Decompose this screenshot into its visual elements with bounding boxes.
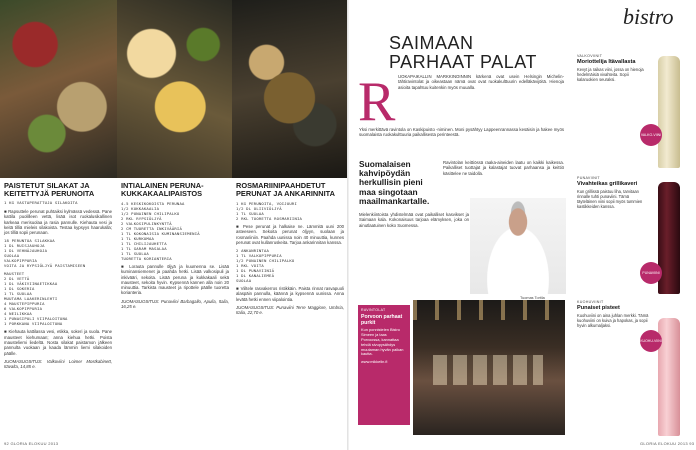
recipe-column-3 [236, 182, 344, 319]
red-wine-bottle [658, 182, 680, 294]
wine-suggestion: JUOMASUOSITUS: Punaviini Terre Maggiore, Umbria, Italia, 22,70 e. [236, 305, 344, 316]
chef-portrait [470, 198, 566, 294]
recipe-column-2 [121, 182, 229, 312]
ingredient-list-marinade: MAUSTEET 2 DL VETTÄ 1 DL VÄKIVIINAETIKKAA 1 DL SOKERIA 1 TL SUOLAA MUUTAMA LAAKERINLEHTI 4 MAUSTEPIPPURIA 6 VALKOPIPPURIA 4 NEILIKKAA 1 PUNASIPULI VIIPALOITUNA 1 PORKKANA VIIPALOITUNA [4, 271, 68, 327]
info-box-link: www.mikkelin.fi [361, 359, 388, 365]
page-folio-left: 92 GLORIA ELOKUU 2013 [4, 441, 59, 446]
article-title: SAIMAAN PARHAAT PALAT [389, 33, 537, 72]
wine-kicker: PUNAVIINIT [577, 176, 600, 180]
article-lead: UOKAPAIKALLIN MARKKINOINNIN kärkenä ovat usein Helsingin Michelin-tähtiravintolat ja oikeastaan nämä ovat ovat ruokakulttuurin edelläkävijöitä. Hienoja asioita tapahtuu kuitenkin myös muualla. [398, 74, 564, 90]
ingredient-list: 1 KG PERUNOITA, VOIJUURI 1/2 DL OLIIVIÖLJYÄ 1 TL SUOLAA 2 RKL TUORETTA ROSMARIINIA [236, 201, 303, 221]
sparkling-wine-bottle [658, 318, 680, 436]
wine-seal-white: VALKO-VIINI [640, 124, 662, 146]
wine-title: Moriottelija Itävallasta [577, 59, 636, 65]
article-body-2: Mielenkiintoista yhdistelmää ovat paikalliset kasvikset ja Saimaan kala. Kokonaisuus tarjoaa elämyksen, joka on ainutlaatuinen koko Suomessa. [359, 212, 469, 228]
recipe-meta: 1 KG VASTAPERATTUJA SILAKOITA [4, 200, 78, 205]
wine-title: Punaiset pisteet [577, 305, 620, 311]
restaurant-photo [413, 300, 565, 435]
info-box-text: Kun ponnistelen Bistro Simeen ja taas Porvoossa, kannattaa tehdä sivupysähdys muutaman hyvän paikan kautta. [361, 327, 404, 357]
section-label: bistro [623, 4, 674, 29]
wine-suggestion: JUOMASUOSITUS: Valkoviini Loimer Mostkabinett, Itävalta, 14,85 e. [4, 358, 112, 370]
photo-credit: Tuomas Tortila [520, 296, 545, 300]
recipe-title: ROSMARIINIPAAHDETUT PERUNAT JA ANKARINNITA [236, 181, 335, 198]
recipe-body-2: ■ Viiltele rasvakerros ristikkäin. Paista rinnat rasvapuoli alaspäin pannulla, käännä ja kypsennä uunissa. Anna levätä hetki ennen viipalointia. [236, 286, 344, 302]
wine-description: Kun grillissä paistuu liha, tarvitaan rinnalle tuhti punaviini. Tämä täyteläinen viini sopii myös tummien kastikkeiden kanssa. [577, 189, 643, 210]
wine-suggestion: JUOMASUOSITUS: Punaviini Barbagallo, Apulia, Italia, 16,25 e. [121, 298, 229, 310]
wine-kicker: KUOHUVIINIT [577, 300, 604, 304]
pull-quote: Suomalaisen kahvipöydän herkullisin pieni maa singotaan maailmankartalle. [359, 159, 430, 206]
drop-cap: R [358, 71, 396, 133]
recipe-column-1 [4, 182, 112, 372]
wine-seal-sparkling: KUOHU-VIINI [640, 330, 662, 352]
recipe-body: ■ Lorauta pannulle öljyä ja kuumenna se. Lisää kuminansiemenet ja paahda hetki. Lisää valkosipuli ja inkivääri, sekoita. Lisää peruna ja kukkakaali sekä mausteet, sekoita hyvin. Kypsennä kannen alla noin 20 minuuttia. Tarkista mausteet ja ripottele päälle tuoretta korianteria. [121, 264, 229, 296]
page-folio-right: GLORIA ELOKUU 2013 93 [640, 441, 695, 446]
duck-breast-photo [232, 0, 347, 178]
wine-title: Vivahteikas grillikaveri [577, 181, 638, 187]
recipe-title: INTIALAINEN PERUNA-KUKKAKAALIPAISTOS [121, 181, 204, 198]
page-gutter [347, 0, 349, 450]
article-body: Ravintolan keittiössä raaka-aineiden laatu on kaikki kaikessa. Paikalliset tuottajat ja kalastajat tuovat parhaansa ja keittiö käsittelee ne taidolla. [443, 160, 564, 176]
info-box-title: Porvoon parhaat purkit [361, 313, 403, 326]
potato-cauliflower-photo [117, 0, 232, 178]
ingredient-list: 18 PERUNTOA SILAKKAA 1 DL RUISJAUHOJA 1 DL VEHNÄJAUHOJA SUOLAA VALKOPIPPURIA VOITA JA RYPSIÖLJYÄ PAISTAMISEEN [4, 238, 86, 269]
recipe-intro: ■ Rapsuttele perunat puhtaiksi kylmässä vedessä. Pane kattila puolilleen vettä, lisää isot ruokalusikallinen karkeaa merisuolaa ja rasia pannulle. Kiehauta vesi ja keitä tilliä mieleis silakoista. Testaa kypsyys haarukalla; jos tilliä sopii perunaan. [4, 208, 112, 236]
info-box-kicker: RAVINTOLAT [361, 308, 386, 312]
ingredient-list: 4-5 KESKIKOKOISTA PERUNAA 1/2 KUKKAKAALIA 1/2 PUNAINEN CHILIPALKO 2 RKL RYPSIÖLJYÄ 2 VALKOSIPULINKYNTTÄ 2 CM TUORETTA INKIVÄÄRIÄ 1 TL KOKONAISIA KUMINANSIEMENIÄ 1 TL KURKUMAA 1 TL CHILIJAUHETTA 1 TL GARAM MASALAA 1 TL SUOLAA TUORETTA KORIANTERIA [121, 201, 200, 261]
wine-description: Kuohuviini on aina juhlan merkki. Tämä kuohuviini on kuiva ja hapokas, ja sopii hyvin alkumaljaksi. [577, 313, 649, 329]
recipe-title: PAISTETUT SILAKAT JA KEITETTYJÄ PERUNOITA [4, 181, 95, 198]
herring-photo [0, 0, 117, 178]
recipe-body: ■ Kiehauta kattilassa vesi, etikka, sokeri ja suola. Pane mausteet kiehumaan; anna kiehua hetki. Poista mausteliemi liedeltä. Nosta silakat paistamon jälkeen pannulta vuokaan ja kaada lämmin liemi silakoiden päälle. [4, 329, 112, 356]
recipe-body: ■ Pese perunat ja halkaise ne. Lämmitä uuni 200 asteeseen. Sekoita perunat öljyyn, suolaan ja rosmariiniin. Paahda uunissa noin 40 minuuttia, kunnes perunat ovat kullanruskeita. Tarjoa ankarinnitan kanssa. [236, 224, 344, 245]
ingredient-list-duck: 2 ANKANRINTAA 1 TL VALKOPIPPURIA 1/2 PUNAINEN CHILIPALKO 1 RKL VOITA 1 DL PUNAVIINIÄ 1 DL KANALIEMEÄ SUOLAA [236, 248, 295, 284]
wine-seal-red: PUNAVIINI [640, 262, 662, 284]
wine-kicker: VALKOVIINIT [577, 54, 603, 58]
white-wine-bottle [658, 56, 680, 168]
info-box [358, 305, 410, 425]
article-lead-text: Yksi merkittävä ravintola on Kaskipuisto -niminen. Moni pysähtyy Lappeenrannassa kesäisin ja hakee myös suomalaista ruokakulttuuria paikallisesta perinteestä. [359, 127, 564, 138]
wine-description: Kevyt ja raikas viini, jossa on hienoja hedelmäisiä vivahteita. Sopii kalaruokien seuraksi. [577, 67, 644, 83]
